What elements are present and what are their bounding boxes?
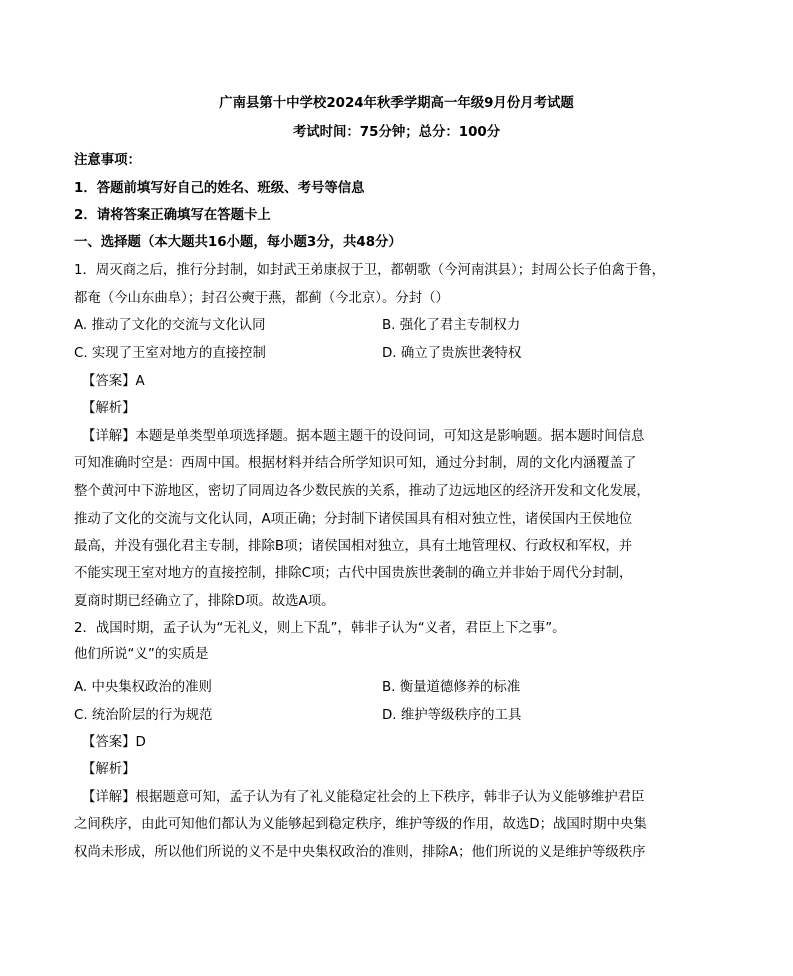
section-title: 一、选择题（本大题共16小题，每小题3分，共48分） — [74, 235, 402, 250]
q1-stem-line-2: 都奄（今山东曲阜）；封召公奭于燕，都蓟（今北京）。分封（） — [74, 291, 449, 306]
q1-detail-line-5: 最高，并没有强化君主专制，排除B项；诸侯国相对独立，具有土地管理权、行政权和军权，并 — [74, 539, 633, 554]
q2-answer: 【答案】D — [82, 735, 146, 750]
q2-detail-line-2: 之间秩序，由此可知他们都认为义能够起到稳定秩序，维护等级的作用，故选D；战国时期中央集 — [74, 817, 647, 832]
q1-detail-line-1: 【详解】本题是单类型单项选择题。据本题主题干的设问词，可知这是影响题。据本题时间信息 — [82, 429, 645, 444]
q1-option-b: B. 强化了君主专制权力 — [382, 318, 521, 333]
q1-detail-line-6: 不能实现王室对地方的直接控制，排除C项；古代中国贵族世袭制的确立并非始于周代分封制， — [74, 566, 633, 581]
q2-detail-line-1: 【详解】根据题意可知，孟子认为有了礼义能稳定社会的上下秩序，韩非子认为义能够维护君臣 — [82, 790, 645, 805]
q2-analysis-label: 【解析】 — [82, 762, 136, 777]
exam-title: 广南县第十中学校2024年秋季学期高一年级9月份月考试题 — [219, 96, 574, 111]
q2-stem-line-2: 他们所说“义”的实质是 — [74, 647, 209, 662]
notes-item-1: 1．答题前填写好自己的姓名、班级、考号等信息 — [74, 181, 365, 196]
q1-detail-line-4: 推动了文化的交流与文化认同，A项正确；分封制下诸侯国具有相对独立性，诸侯国内王侯地位 — [74, 512, 633, 527]
q1-detail-line-7: 夏商时期已经确立了，排除D项。故选A项。 — [74, 594, 335, 609]
q1-option-a: A. 推动了文化的交流与文化认同 — [74, 318, 266, 333]
q2-option-d: D. 维护等级秩序的工具 — [382, 708, 522, 723]
q2-detail-line-3: 权尚未形成，所以他们所说的义不是中央集权政治的准则，排除A；他们所说的义是维护等级秩序 — [74, 845, 646, 860]
q1-analysis-label: 【解析】 — [82, 401, 136, 416]
notes-item-2: 2．请将答案正确填写在答题卡上 — [74, 208, 271, 223]
q2-option-c: C. 统治阶层的行为规范 — [74, 708, 213, 723]
q1-option-c: C. 实现了王室对地方的直接控制 — [74, 346, 266, 361]
notes-heading: 注意事项： — [74, 153, 141, 168]
q1-answer: 【答案】A — [82, 374, 145, 389]
exam-subtitle: 考试时间：75分钟；总分：100分 — [292, 125, 501, 140]
q1-detail-line-3: 整个黄河中下游地区，密切了同周边各少数民族的关系，推动了边远地区的经济开发和文化发展， — [74, 484, 650, 499]
q1-option-d: D. 确立了贵族世袭特权 — [382, 346, 522, 361]
q2-stem-line-1: 2．战国时期，孟子认为“无礼义，则上下乱”，韩非子认为“义者，君臣上下之事”。 — [74, 621, 566, 636]
q2-option-b: B. 衡量道德修养的标准 — [382, 680, 521, 695]
q1-stem-line-1: 1．周灭商之后，推行分封制，如封武王弟康叔于卫，都朝歌（今河南淇县）；封周公长子伯禽于鲁， — [74, 263, 666, 278]
q1-detail-line-2: 可知准确时空是：西周中国。根据材料并结合所学知识可知，通过分封制，周的文化内涵覆盖了 — [74, 456, 637, 471]
q2-option-a: A. 中央集权政治的准则 — [74, 680, 212, 695]
